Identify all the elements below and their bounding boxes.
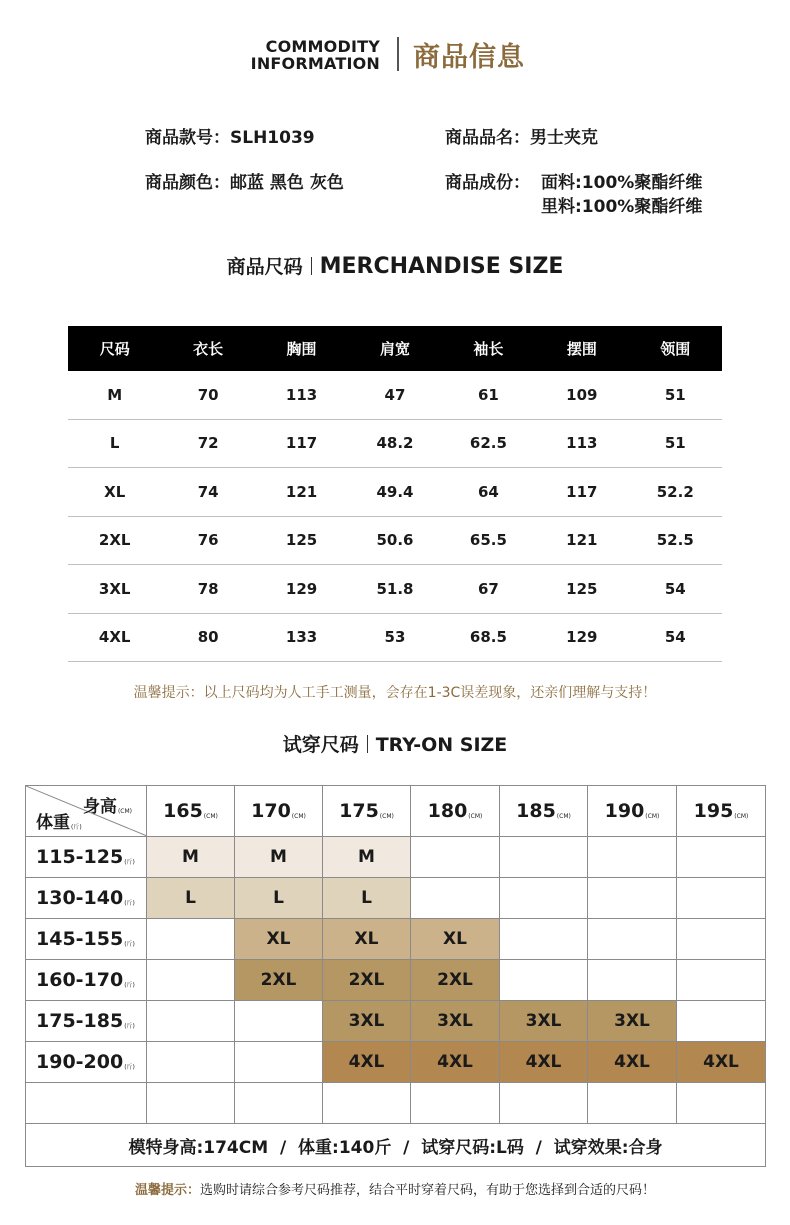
height-unit: (CM) (468, 813, 483, 820)
size-cell (147, 1001, 235, 1042)
size-cell: 3XL (411, 1001, 500, 1042)
height-value: 185 (516, 800, 556, 822)
weight-row-header (26, 1042, 147, 1083)
table-cell: 113 (535, 419, 628, 468)
weight-value: 190-200 (36, 1051, 124, 1073)
size-cell: 3XL (500, 1001, 588, 1042)
size-cell (588, 837, 677, 878)
table-row (68, 468, 722, 517)
table-cell: 51 (629, 371, 722, 419)
table-cell: 109 (535, 371, 628, 419)
weight-row-header (26, 878, 147, 919)
size-cell (147, 1042, 235, 1083)
table-cell: 80 (161, 613, 254, 662)
size-table (68, 326, 722, 662)
header-english-line2: INFORMATION (250, 54, 380, 73)
size-cell: 3XL (323, 1001, 411, 1042)
height-value: 180 (427, 800, 468, 822)
tryon-table (25, 785, 766, 1167)
size-cell: XL (235, 919, 323, 960)
table-cell: 48.2 (348, 419, 441, 468)
size-advice-text: 选购时请综合参考尺码推荐，结合平时穿着尺码，有助于您选择到合适的尺码！ (200, 1183, 656, 1198)
height-value: 195 (693, 800, 734, 822)
size-advice-label: 温馨提示： (134, 1183, 200, 1198)
size-cell (677, 960, 766, 1001)
table-cell: 3XL (68, 565, 161, 614)
product-material-shell: 面料:100%聚酯纤维 (541, 173, 703, 193)
table-cell: L (68, 419, 161, 468)
size-cell (411, 837, 500, 878)
height-value: 190 (604, 800, 645, 822)
height-unit: (CM) (203, 813, 218, 820)
height-unit: (CM) (645, 813, 660, 820)
height-value: 170 (251, 800, 291, 822)
size-cell (500, 919, 588, 960)
empty-cell (677, 1083, 766, 1124)
table-cell: 74 (161, 468, 254, 517)
table-cell: 51.8 (348, 565, 441, 614)
tryon-row (26, 837, 766, 878)
size-cell: 2XL (323, 960, 411, 1001)
size-cell: 4XL (588, 1042, 677, 1083)
size-cell: 4XL (500, 1042, 588, 1083)
table-cell: 47 (348, 371, 441, 419)
size-cell (147, 960, 235, 1001)
product-code: 商品款号：SLH1039 (145, 128, 315, 148)
product-name: 商品品名：男士夹克 (445, 128, 598, 148)
product-material-label: 商品成份： (445, 173, 530, 193)
tryon-section-en: TRY-ON SIZE (375, 734, 508, 756)
size-cell (677, 1001, 766, 1042)
size-header-cell: 尺码 (68, 326, 161, 371)
tryon-empty-row (26, 1083, 766, 1124)
table-cell: 129 (255, 565, 348, 614)
size-cell: XL (323, 919, 411, 960)
table-cell: 53 (348, 613, 441, 662)
size-cell (588, 960, 677, 1001)
table-cell: 54 (629, 565, 722, 614)
table-cell: 121 (255, 468, 348, 517)
height-column-header (588, 786, 677, 837)
tryon-section-title (0, 730, 790, 757)
size-header-cell: 肩宽 (348, 326, 441, 371)
weight-unit: (斤) (71, 824, 82, 831)
table-cell: 78 (161, 565, 254, 614)
table-cell: 54 (629, 613, 722, 662)
size-cell: 3XL (588, 1001, 677, 1042)
size-section-cn: 商品尺码 (226, 256, 303, 278)
weight-value: 175-185 (36, 1010, 124, 1032)
size-cell: M (323, 837, 411, 878)
size-cell: M (147, 837, 235, 878)
height-column-header (677, 786, 766, 837)
height-column-header (147, 786, 235, 837)
height-column-header (323, 786, 411, 837)
weight-unit: (斤) (124, 941, 135, 948)
empty-cell (411, 1083, 500, 1124)
weight-row-header (26, 960, 147, 1001)
weight-axis-label (36, 808, 82, 833)
tryon-row (26, 878, 766, 919)
table-cell: XL (68, 468, 161, 517)
size-cell (500, 878, 588, 919)
size-cell: 2XL (235, 960, 323, 1001)
table-cell: 117 (535, 468, 628, 517)
size-cell (147, 919, 235, 960)
table-row (68, 516, 722, 565)
weight-unit: (斤) (124, 982, 135, 989)
size-table-header (68, 326, 722, 371)
height-value: 165 (163, 800, 203, 822)
tryon-row (26, 919, 766, 960)
size-cell: 4XL (323, 1042, 411, 1083)
product-material-lining: 里料:100%聚酯纤维 (541, 197, 703, 217)
height-label: 身高 (82, 797, 117, 817)
weight-value: 130-140 (36, 887, 124, 909)
weight-value: 160-170 (36, 969, 124, 991)
weight-unit: (斤) (124, 900, 135, 907)
size-cell: L (235, 878, 323, 919)
size-header-cell: 领围 (629, 326, 722, 371)
table-cell: 52.5 (629, 516, 722, 565)
table-cell: 61 (442, 371, 535, 419)
tryon-header-row (26, 786, 766, 837)
weight-row-header (26, 919, 147, 960)
weight-unit: (斤) (124, 1023, 135, 1030)
table-cell: 113 (255, 371, 348, 419)
header-english-line1: COMMODITY (265, 37, 380, 56)
size-cell: M (235, 837, 323, 878)
table-cell: 129 (535, 613, 628, 662)
height-column-header (235, 786, 323, 837)
height-unit: (CM) (734, 813, 749, 820)
weight-unit: (斤) (124, 1064, 135, 1071)
table-cell: 125 (535, 565, 628, 614)
weight-unit: (斤) (124, 859, 135, 866)
empty-cell (588, 1083, 677, 1124)
height-unit: (CM) (379, 813, 394, 820)
empty-cell (26, 1083, 147, 1124)
table-cell: 67 (442, 565, 535, 614)
table-cell: 121 (535, 516, 628, 565)
size-header-cell: 胸围 (255, 326, 348, 371)
size-cell: 4XL (411, 1042, 500, 1083)
empty-cell (323, 1083, 411, 1124)
height-unit: (CM) (117, 808, 132, 815)
table-cell: 133 (255, 613, 348, 662)
table-cell: 72 (161, 419, 254, 468)
weight-value: 145-155 (36, 928, 124, 950)
weight-value: 115-125 (36, 846, 124, 868)
table-cell: 4XL (68, 613, 161, 662)
height-value: 175 (339, 800, 379, 822)
tryon-row (26, 960, 766, 1001)
table-cell: 50.6 (348, 516, 441, 565)
tryon-row (26, 1042, 766, 1083)
table-cell: 117 (255, 419, 348, 468)
table-row (68, 565, 722, 614)
header-english-title (230, 38, 380, 72)
table-cell: 49.4 (348, 468, 441, 517)
height-column-header (500, 786, 588, 837)
table-cell: 2XL (68, 516, 161, 565)
table-cell: 125 (255, 516, 348, 565)
tryon-section-divider (367, 735, 368, 753)
weight-row-header (26, 837, 147, 878)
size-cell (500, 837, 588, 878)
size-advice-note (0, 1179, 790, 1198)
table-cell: 70 (161, 371, 254, 419)
table-row (68, 613, 722, 662)
height-column-header (411, 786, 500, 837)
size-cell (677, 878, 766, 919)
size-header-cell: 衣长 (161, 326, 254, 371)
height-axis-label (83, 792, 132, 817)
tryon-corner-cell (26, 786, 147, 837)
table-cell: 52.2 (629, 468, 722, 517)
model-info-row (26, 1124, 766, 1167)
empty-cell (500, 1083, 588, 1124)
size-cell (235, 1042, 323, 1083)
weight-row-header (26, 1001, 147, 1042)
size-cell (500, 960, 588, 1001)
empty-cell (147, 1083, 235, 1124)
size-section-title (0, 252, 790, 279)
tryon-section-cn: 试穿尺码 (282, 734, 359, 756)
size-cell: 2XL (411, 960, 500, 1001)
size-header-cell: 袖长 (442, 326, 535, 371)
size-cell: 4XL (677, 1042, 766, 1083)
product-colors: 商品颜色：邮蓝 黑色 灰色 (145, 173, 344, 193)
size-cell: XL (411, 919, 500, 960)
table-cell: 64 (442, 468, 535, 517)
height-unit: (CM) (556, 813, 571, 820)
header-chinese-title: 商品信息 (413, 42, 525, 73)
header-divider (397, 37, 399, 71)
table-cell: M (68, 371, 161, 419)
table-row (68, 371, 722, 419)
size-header-cell: 摆围 (535, 326, 628, 371)
size-cell (235, 1001, 323, 1042)
height-unit: (CM) (291, 813, 306, 820)
tryon-row (26, 1001, 766, 1042)
size-cell (588, 919, 677, 960)
weight-label: 体重 (36, 813, 70, 833)
model-info: 模特身高:174CM / 体重:140斤 / 试穿尺码:L码 / 试穿效果:合身 (26, 1124, 766, 1167)
size-cell (588, 878, 677, 919)
table-cell: 76 (161, 516, 254, 565)
table-cell: 51 (629, 419, 722, 468)
size-section-en: MERCHANDISE SIZE (319, 254, 564, 279)
table-row (68, 419, 722, 468)
size-cell (677, 919, 766, 960)
empty-cell (235, 1083, 323, 1124)
size-cell: L (147, 878, 235, 919)
table-cell: 65.5 (442, 516, 535, 565)
size-cell (677, 837, 766, 878)
size-cell: L (323, 878, 411, 919)
table-cell: 62.5 (442, 419, 535, 468)
measurement-note: 温馨提示：以上尺码均为人工手工测量，会存在1-3C误差现象，还亲们理解与支持！ (133, 685, 657, 701)
size-cell (411, 878, 500, 919)
table-cell: 68.5 (442, 613, 535, 662)
size-section-divider (311, 257, 312, 275)
